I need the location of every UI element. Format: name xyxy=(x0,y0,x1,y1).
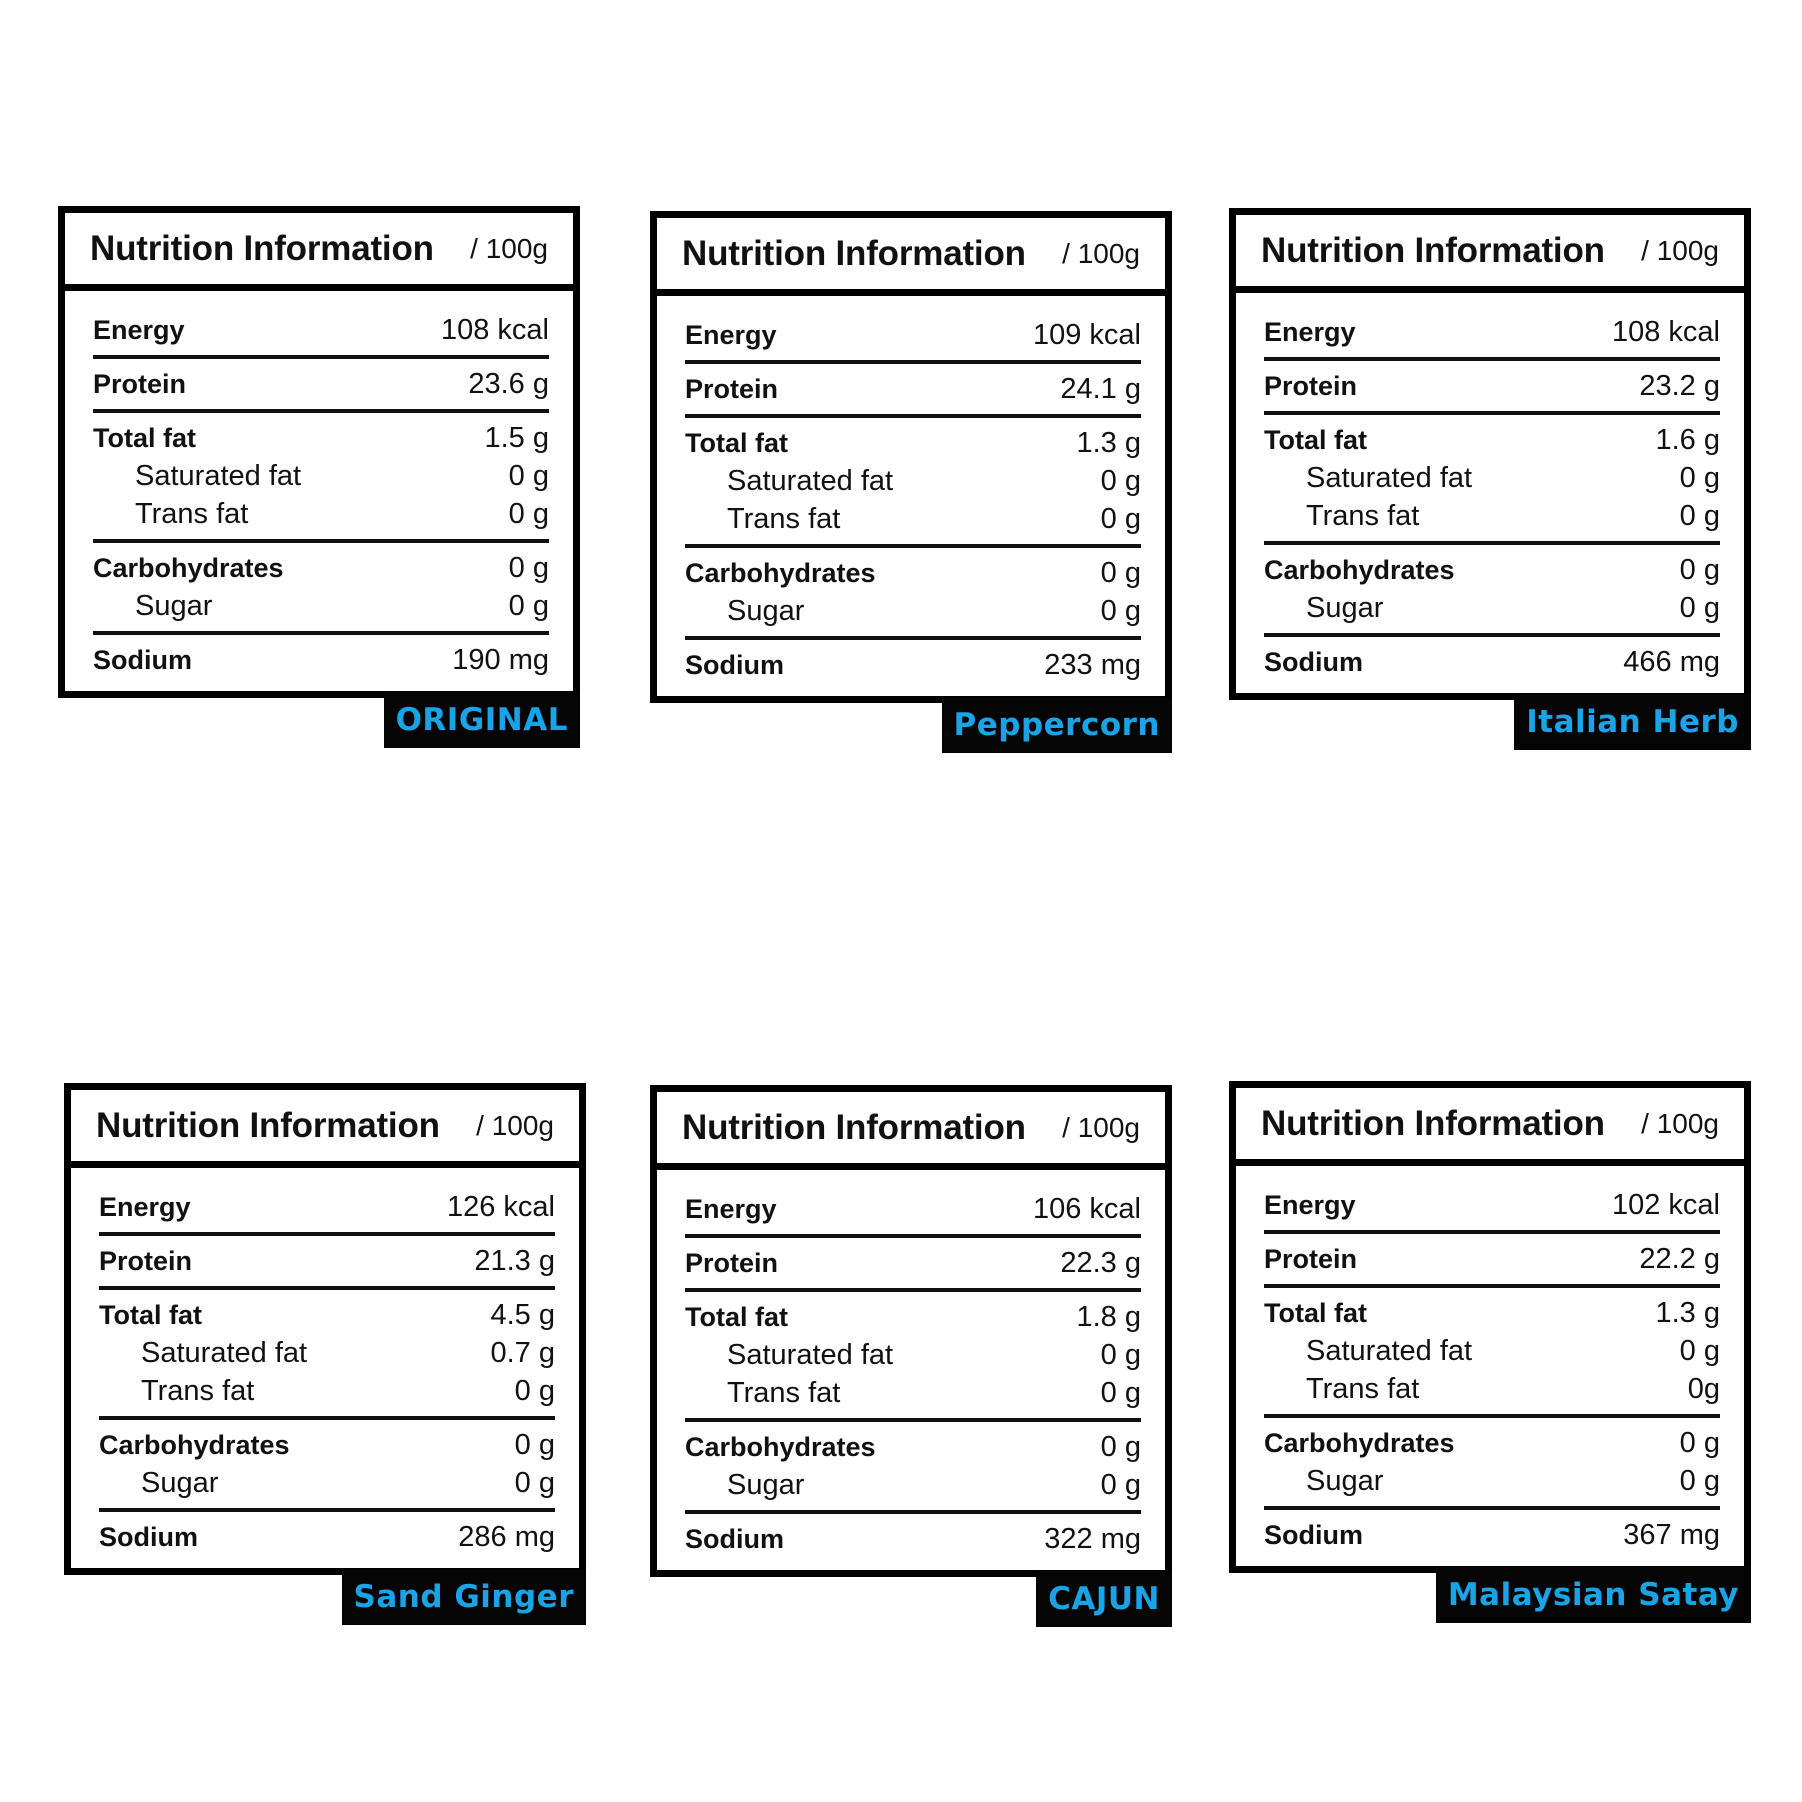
nutrient-row-carbohydrates xyxy=(1264,551,1720,589)
nutrient-row-total-fat xyxy=(1264,1294,1720,1332)
nutrition-table xyxy=(64,1083,586,1575)
carbohydrates-value: 0 g xyxy=(508,552,549,584)
nutrient-group xyxy=(1264,1288,1720,1418)
protein-value: 24.1 g xyxy=(1060,373,1141,405)
total-fat-label: Total fat xyxy=(93,423,196,453)
trans-fat-label: Trans fat xyxy=(727,503,841,535)
total-fat-value: 1.3 g xyxy=(1655,1297,1720,1329)
nutrient-row-total-fat xyxy=(99,1296,555,1334)
panel-header xyxy=(1236,215,1744,293)
flavour-tag: CAJUN xyxy=(1036,1571,1172,1627)
panel-title: Nutrition Information xyxy=(90,228,434,268)
nutrient-row-protein xyxy=(99,1242,555,1280)
sugar-value: 0 g xyxy=(514,1467,555,1499)
nutrient-group xyxy=(685,310,1141,364)
nutrient-row-saturated-fat xyxy=(99,1334,555,1372)
total-fat-value: 1.3 g xyxy=(1076,427,1141,459)
panel-header xyxy=(657,218,1165,296)
nutrient-group xyxy=(685,418,1141,548)
protein-label: Protein xyxy=(1264,1244,1358,1274)
protein-value: 22.3 g xyxy=(1060,1247,1141,1279)
carbohydrates-value: 0 g xyxy=(1100,1431,1141,1463)
panel-body xyxy=(71,1168,579,1568)
flavour-tag: Italian Herb xyxy=(1514,694,1751,750)
saturated-fat-label: Saturated fat xyxy=(727,1339,894,1371)
sodium-value: 233 mg xyxy=(1044,649,1141,681)
nutrition-panel xyxy=(650,1085,1172,1617)
panel-header xyxy=(65,213,573,291)
nutrient-row-protein xyxy=(685,370,1141,408)
nutrition-panel xyxy=(1229,208,1751,740)
total-fat-label: Total fat xyxy=(1264,1298,1367,1328)
nutrient-group xyxy=(685,1292,1141,1422)
sugar-value: 0 g xyxy=(508,590,549,622)
trans-fat-value: 0 g xyxy=(1100,1377,1141,1409)
nutrient-row-protein xyxy=(685,1244,1141,1282)
carbohydrates-label: Carbohydrates xyxy=(685,558,876,588)
nutrient-group xyxy=(93,543,549,635)
nutrient-row-trans-fat xyxy=(1264,1370,1720,1408)
nutrient-row-protein xyxy=(93,365,549,403)
nutrient-group xyxy=(685,1238,1141,1292)
nutrient-row-energy xyxy=(685,316,1141,354)
sugar-label: Sugar xyxy=(727,1469,805,1501)
nutrient-row-trans-fat xyxy=(99,1372,555,1410)
trans-fat-label: Trans fat xyxy=(135,498,249,530)
nutrient-row-saturated-fat xyxy=(685,462,1141,500)
nutrient-row-sodium xyxy=(685,1520,1141,1558)
total-fat-label: Total fat xyxy=(685,1302,788,1332)
nutrition-panel xyxy=(64,1083,586,1615)
energy-label: Energy xyxy=(685,1194,777,1224)
nutrient-group xyxy=(1264,307,1720,361)
nutrient-row-sugar xyxy=(1264,1462,1720,1500)
nutrient-row-sugar xyxy=(685,1466,1141,1504)
nutrient-group xyxy=(93,305,549,359)
energy-value: 108 kcal xyxy=(1611,316,1720,348)
sugar-value: 0 g xyxy=(1100,595,1141,627)
nutrient-row-sodium xyxy=(1264,643,1720,681)
sodium-value: 367 mg xyxy=(1623,1519,1720,1551)
sugar-value: 0 g xyxy=(1679,1465,1720,1497)
sodium-value: 286 mg xyxy=(458,1521,555,1553)
nutrition-table xyxy=(58,206,580,698)
energy-label: Energy xyxy=(1264,1190,1356,1220)
saturated-fat-label: Saturated fat xyxy=(135,460,302,492)
protein-value: 23.2 g xyxy=(1639,370,1720,402)
nutrition-table xyxy=(1229,208,1751,700)
nutrient-row-trans-fat xyxy=(93,495,549,533)
sodium-value: 466 mg xyxy=(1623,646,1720,678)
energy-value: 102 kcal xyxy=(1611,1189,1720,1221)
nutrient-row-saturated-fat xyxy=(93,457,549,495)
nutrient-group xyxy=(1264,1418,1720,1510)
total-fat-label: Total fat xyxy=(1264,425,1367,455)
nutrient-row-saturated-fat xyxy=(1264,1332,1720,1370)
nutrient-row-energy xyxy=(93,311,549,349)
panel-unit: / 100g xyxy=(1641,234,1719,266)
panel-unit: / 100g xyxy=(1641,1107,1719,1139)
nutrient-row-energy xyxy=(685,1190,1141,1228)
nutrient-group xyxy=(685,1184,1141,1238)
nutrient-row-carbohydrates xyxy=(93,549,549,587)
sugar-value: 0 g xyxy=(1100,1469,1141,1501)
nutrient-group xyxy=(1264,637,1720,683)
nutrient-group xyxy=(1264,1234,1720,1288)
nutrient-group xyxy=(99,1236,555,1290)
panel-body xyxy=(65,291,573,691)
sodium-value: 322 mg xyxy=(1044,1523,1141,1555)
nutrient-group xyxy=(1264,1510,1720,1556)
flavour-tag: ORIGINAL xyxy=(384,692,580,748)
total-fat-label: Total fat xyxy=(685,428,788,458)
saturated-fat-value: 0 g xyxy=(1679,1335,1720,1367)
protein-label: Protein xyxy=(99,1246,193,1276)
nutrient-row-trans-fat xyxy=(1264,497,1720,535)
nutrition-table xyxy=(1229,1081,1751,1573)
nutrient-group xyxy=(1264,1180,1720,1234)
nutrition-table xyxy=(650,1085,1172,1577)
trans-fat-label: Trans fat xyxy=(141,1375,255,1407)
nutrient-row-sodium xyxy=(93,641,549,679)
sodium-label: Sodium xyxy=(99,1522,198,1552)
nutrient-row-protein xyxy=(1264,367,1720,405)
carbohydrates-label: Carbohydrates xyxy=(1264,555,1455,585)
nutrient-row-energy xyxy=(99,1188,555,1226)
carbohydrates-value: 0 g xyxy=(1100,557,1141,589)
panel-title: Nutrition Information xyxy=(682,233,1026,273)
saturated-fat-value: 0 g xyxy=(508,460,549,492)
total-fat-label: Total fat xyxy=(99,1300,202,1330)
sugar-label: Sugar xyxy=(727,595,805,627)
energy-value: 106 kcal xyxy=(1032,1193,1141,1225)
nutrient-row-saturated-fat xyxy=(685,1336,1141,1374)
protein-label: Protein xyxy=(685,374,779,404)
panel-header xyxy=(71,1090,579,1168)
protein-value: 23.6 g xyxy=(468,368,549,400)
panel-unit: / 100g xyxy=(470,232,548,264)
nutrition-panel xyxy=(58,206,580,738)
nutrient-row-trans-fat xyxy=(685,500,1141,538)
carbohydrates-value: 0 g xyxy=(1679,554,1720,586)
nutrient-group xyxy=(93,635,549,681)
panel-unit: / 100g xyxy=(1062,1111,1140,1143)
energy-label: Energy xyxy=(1264,317,1356,347)
sugar-label: Sugar xyxy=(1306,1465,1384,1497)
nutrient-group xyxy=(99,1290,555,1420)
sodium-label: Sodium xyxy=(685,650,784,680)
nutrient-row-sugar xyxy=(93,587,549,625)
trans-fat-value: 0 g xyxy=(508,498,549,530)
sugar-label: Sugar xyxy=(135,590,213,622)
flavour-tag: Peppercorn xyxy=(942,697,1172,753)
nutrient-group xyxy=(93,359,549,413)
nutrition-panel xyxy=(650,211,1172,743)
nutrient-row-sodium xyxy=(685,646,1141,684)
protein-value: 21.3 g xyxy=(474,1245,555,1277)
carbohydrates-value: 0 g xyxy=(1679,1427,1720,1459)
energy-value: 109 kcal xyxy=(1032,319,1141,351)
panel-title: Nutrition Information xyxy=(682,1107,1026,1147)
saturated-fat-value: 0 g xyxy=(1679,462,1720,494)
carbohydrates-label: Carbohydrates xyxy=(1264,1428,1455,1458)
total-fat-value: 4.5 g xyxy=(490,1299,555,1331)
panel-body xyxy=(657,296,1165,696)
nutrient-group xyxy=(685,364,1141,418)
panel-body xyxy=(657,1170,1165,1570)
saturated-fat-label: Saturated fat xyxy=(1306,1335,1473,1367)
saturated-fat-label: Saturated fat xyxy=(141,1337,308,1369)
carbohydrates-label: Carbohydrates xyxy=(99,1430,290,1460)
sugar-label: Sugar xyxy=(1306,592,1384,624)
nutrition-table xyxy=(650,211,1172,703)
nutrient-row-saturated-fat xyxy=(1264,459,1720,497)
nutrient-row-sugar xyxy=(1264,589,1720,627)
nutrient-row-total-fat xyxy=(1264,421,1720,459)
nutrient-group xyxy=(93,413,549,543)
saturated-fat-label: Saturated fat xyxy=(727,465,894,497)
energy-label: Energy xyxy=(99,1192,191,1222)
trans-fat-value: 0 g xyxy=(1100,503,1141,535)
nutrient-row-carbohydrates xyxy=(685,1428,1141,1466)
nutrient-row-sodium xyxy=(1264,1516,1720,1554)
panel-title: Nutrition Information xyxy=(1261,1103,1605,1143)
carbohydrates-label: Carbohydrates xyxy=(685,1432,876,1462)
nutrient-row-carbohydrates xyxy=(1264,1424,1720,1462)
saturated-fat-value: 0 g xyxy=(1100,1339,1141,1371)
nutrient-group xyxy=(99,1420,555,1512)
nutrient-row-sugar xyxy=(99,1464,555,1502)
nutrient-row-total-fat xyxy=(93,419,549,457)
flavour-tag: Malaysian Satay xyxy=(1436,1567,1751,1623)
sugar-value: 0 g xyxy=(1679,592,1720,624)
nutrient-group xyxy=(685,1514,1141,1560)
panel-header xyxy=(657,1092,1165,1170)
nutrient-row-carbohydrates xyxy=(99,1426,555,1464)
sodium-label: Sodium xyxy=(685,1524,784,1554)
protein-label: Protein xyxy=(93,369,187,399)
panel-title: Nutrition Information xyxy=(1261,230,1605,270)
nutrient-row-trans-fat xyxy=(685,1374,1141,1412)
trans-fat-label: Trans fat xyxy=(727,1377,841,1409)
nutrient-row-sodium xyxy=(99,1518,555,1556)
total-fat-value: 1.5 g xyxy=(484,422,549,454)
protein-label: Protein xyxy=(685,1248,779,1278)
nutrition-panel xyxy=(1229,1081,1751,1613)
panel-body xyxy=(1236,1166,1744,1566)
panel-header xyxy=(1236,1088,1744,1166)
sodium-label: Sodium xyxy=(93,645,192,675)
protein-value: 22.2 g xyxy=(1639,1243,1720,1275)
saturated-fat-value: 0 g xyxy=(1100,465,1141,497)
nutrient-group xyxy=(1264,545,1720,637)
nutrient-group xyxy=(99,1182,555,1236)
nutrient-group xyxy=(685,548,1141,640)
carbohydrates-value: 0 g xyxy=(514,1429,555,1461)
nutrient-group xyxy=(685,640,1141,686)
nutrient-group xyxy=(99,1512,555,1558)
nutrient-row-protein xyxy=(1264,1240,1720,1278)
energy-label: Energy xyxy=(93,315,185,345)
nutrient-row-carbohydrates xyxy=(685,554,1141,592)
sodium-label: Sodium xyxy=(1264,1520,1363,1550)
total-fat-value: 1.6 g xyxy=(1655,424,1720,456)
trans-fat-value: 0g xyxy=(1687,1373,1720,1405)
saturated-fat-label: Saturated fat xyxy=(1306,462,1473,494)
trans-fat-label: Trans fat xyxy=(1306,500,1420,532)
energy-label: Energy xyxy=(685,320,777,350)
sugar-label: Sugar xyxy=(141,1467,219,1499)
panel-unit: / 100g xyxy=(1062,237,1140,269)
panel-title: Nutrition Information xyxy=(96,1105,440,1145)
flavour-tag: Sand Ginger xyxy=(342,1569,586,1625)
sodium-label: Sodium xyxy=(1264,647,1363,677)
nutrient-row-energy xyxy=(1264,1186,1720,1224)
total-fat-value: 1.8 g xyxy=(1076,1301,1141,1333)
panel-body xyxy=(1236,293,1744,693)
protein-label: Protein xyxy=(1264,371,1358,401)
nutrient-row-total-fat xyxy=(685,424,1141,462)
trans-fat-value: 0 g xyxy=(1679,500,1720,532)
sodium-value: 190 mg xyxy=(452,644,549,676)
nutrient-group xyxy=(685,1422,1141,1514)
energy-value: 108 kcal xyxy=(440,314,549,346)
trans-fat-label: Trans fat xyxy=(1306,1373,1420,1405)
nutrient-row-energy xyxy=(1264,313,1720,351)
panel-unit: / 100g xyxy=(476,1109,554,1141)
nutrient-group xyxy=(1264,361,1720,415)
saturated-fat-value: 0.7 g xyxy=(490,1337,555,1369)
nutrient-row-sugar xyxy=(685,592,1141,630)
trans-fat-value: 0 g xyxy=(514,1375,555,1407)
nutrient-group xyxy=(1264,415,1720,545)
energy-value: 126 kcal xyxy=(446,1191,555,1223)
nutrient-row-total-fat xyxy=(685,1298,1141,1336)
carbohydrates-label: Carbohydrates xyxy=(93,553,284,583)
